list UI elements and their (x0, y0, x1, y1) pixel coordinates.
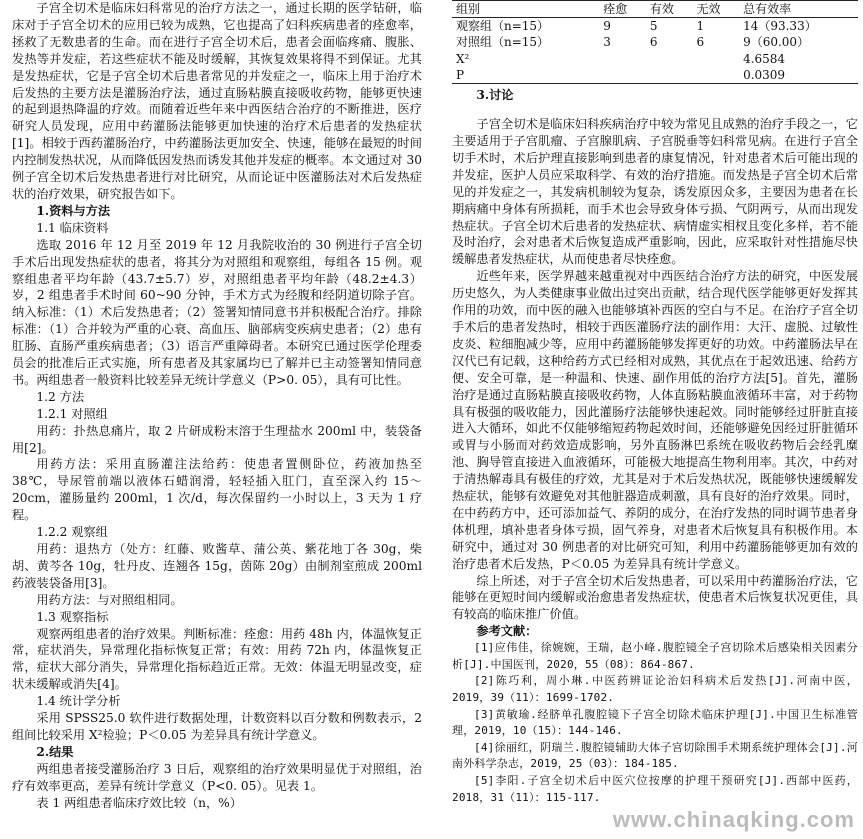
right-column (452, 0, 858, 806)
table-cell (599, 67, 646, 84)
table-row (452, 18, 858, 35)
table-header-row (452, 1, 858, 18)
discussion-paragraph: 近些年来，医学界越来越重视对中西医结合治疗方法的研究，中医发展历史悠久，为人类健康事业做出过突出贡献，结合现代医学能够更好发挥其作用的功效，而中医的融入也能够填补西医的空白与不足。在治疗子宫全切手术后的患者发热时，相较于西医灌肠疗法的副作用：大汗、虚脱、过敏性皮炎、粒细胞减少等，应用中药灌肠能够发挥更好的功效。中药灌肠法早在汉代已有记载，这种给药方式已经相对成熟，其优点在于起效迅速、给药方便、安全可靠，是一种温和、快速、副作用低的治疗方法[5]。首先，灌肠治疗是通过直肠粘膜直接吸收药物，人体直肠粘膜血液循环丰富，对于药物具有极强的吸收能力，因此灌肠疗法能够快速起效。同时能够经过肝脏直接进入大循环，如此不仅能够缩短药物起效时间，还能够避免因经过肝脏循环或胃与小肠而对药效造成影响，另外直肠淋巴系统在吸收药物后会经乳糜池、胸导管直接进入血液循环，可能极大地提高生物利用率。其次，中药对于清热解毒具有极佳的疗效，尤其是对于术后发热状况，既能够快速缓解发热症状，能够有效避免对其他脏器造成刺激，具有良好的治疗效果。同时，在中药药方中，还可添加益气、养阴的成分，在治疗发热的同时调节患者身体机理，填补患者身体亏损，固气养身，对患者术后恢复具有积极作用。本研究中，通过对 30 例患者的对比研究可知，利用中药灌肠能够更加有效的治疗患者术后发热，P＜0.05 为差异具有统计学意义。 (452, 269, 858, 571)
table-cell: 5 (649, 19, 658, 34)
discussion-paragraph: 子宫全切术是临床妇科疾病治疗中较为常见且成熟的治疗手段之一，它主要适用于子宫肌瘤、子宫腺肌病、子宫脱垂等妇科常见病。在进行子宫全切手术时，术后护理直接影响到患者的康复情况，针对患者术后可能出现的并发症，医护人员应采取科学、有效的治疗措施。而发热是子宫全切术后常见的并发症之一，其发病机制较为复杂，诱发原因众多，主要因为患者在长期病痛中身体有所损耗，而手术也会导致身体亏损、气阴两亏，从而出现发热症状。子宫全切术后患者的发热症状、病情虚实相杈且变化多样，若不能及时治疗，会对患者术后恢复造成严重影响，因此，应采取针对性措施尽快缓解患者发热症状，从而使患者尽快痊愈。 (452, 117, 858, 267)
conclusion-paragraph: 综上所述，对于子宫全切术后发热患者，可以采用中药灌肠治疗法，它能够在更短时间内缓解或治愈患者发热症状，使患者术后恢复状况更佳，具有较高的临床推广价值。 (452, 573, 858, 622)
section-1-2-2-heading: 1.2.2 观察组 (36, 525, 108, 540)
table-cell (646, 51, 693, 67)
control-method-paragraph: 用药方法：采用直肠灌注法给药：使患者置侧卧位，药液加热至 38℃，导尿管前端以液体石蜡润滑，轻轻插入肛门，直至深入约 15～20cm，灌肠量约 200ml，1 次/d，每次保留约一小时以上，3 天为 1 疗程。 (12, 457, 422, 523)
table-cell (646, 67, 693, 84)
section-2-heading: 2.结果 (36, 744, 74, 759)
table-cell: 0.0309 (739, 67, 858, 84)
section-1-4-heading: 1.4 统计学分析 (36, 694, 121, 709)
table-cell: 观察组（n=15） (456, 19, 550, 34)
references-heading: 参考文献： (476, 624, 538, 639)
table-cell: 4.6584 (743, 51, 786, 66)
table-row (452, 67, 858, 84)
table-cell (599, 51, 646, 67)
results-paragraph: 两组患者接受灌肠治疗 3 日后，观察组的治疗效果明显优于对照组，治疗有效率更高，差异有统计学意义（P<0. 05）。见表 1。 (12, 761, 422, 793)
section-1-2-heading: 1.2 方法 (36, 389, 85, 404)
table-cell: 9 (603, 19, 611, 34)
reference-item: [1]应伟佳，徐婉婉，王瑞，赵小峰.腹腔镜全子宫切除术后感染相关因素分析[J].中国医刊，2020，55（08）：864-867. (452, 641, 858, 671)
section-3-heading: 3.讨论 (476, 88, 514, 103)
table-caption: 表 1 两组患者临床疗效比较（n，%） (36, 795, 242, 810)
table-cell: 6 (696, 35, 705, 50)
reference-item: [4]徐丽红，阴瑞兰.腹腔镜辅助大体子宫切除围手术期系统护理体会[J].河南外科学杂志，2019，25（03）：184-185. (452, 740, 858, 771)
statistics-paragraph: 采用 SPSS25.0 软件进行数据处理，计数资料以百分数和例数表示，2 组间比较采用 X²检验；P＜0.05 为差异具有统计学意义。 (12, 711, 422, 742)
reference-item: [3]黄敏瑜.经脐单孔腹腔镜下子宫全切除术临床护理[J].中国卫生标准管理，2019，10（15）：144-146. (452, 707, 858, 738)
section-1-3-heading: 1.3 观察指标 (36, 609, 109, 624)
table-header-cell: 组别 (452, 1, 599, 18)
table-header-cell: 无效 (692, 1, 739, 18)
section-1-heading: 1.资料与方法 (36, 203, 111, 218)
table-cell: 6 (649, 35, 658, 50)
table-row (452, 51, 858, 67)
left-column (12, 0, 422, 812)
indicators-paragraph: 观察两组患者的治疗效果。判断标准：痊愈：用药 48h 内，体温恢复正常，症状消失，异常理化指标恢复正常；有效：用药 72h 内，体温恢复正常，症状大部分消失，异常理化指标趋近正常。无效：体温无明显改变，症状未缓解或消失[4]。 (12, 626, 422, 692)
table-cell (692, 51, 739, 67)
table-cell: P (452, 67, 599, 84)
reference-item: [5]李阳.子宫全切术后中医穴位按摩的护理干预研究[J].西部中医药，2018，31（11）：115-117. (452, 773, 858, 804)
reference-item: [2]陈巧利，周小琳.中医药辨证论治妇科病术后发热[J].河南中医，2019，39（11）：1699-1702. (452, 674, 858, 704)
observe-drug-paragraph: 用药：退热方（处方：红藤、败酱草、蒲公英、紫花地丁各 30g，柴胡、黄芩各 10g，牡丹皮、连翘各 15g，茵陈 20g）由制剂室煎成 200ml 药液装袋备用[3]。 (12, 542, 422, 590)
table-cell (692, 67, 739, 84)
intro-paragraph: 子宫全切术是临床妇科常见的治疗方法之一，通过长期的医学钻研，临床对于子宫全切术的应用已较为成熟，它也提高了妇科疾病患者的痊愈率，拯救了无数患者的生命。而在进行子宫全切术后，患者会面临疼痛、腹胀、发热等并发症，若这些症状不能及时缓解，其恢复效果将得不到保证。尤其是发热症状，它是子宫全切术后患者常见的并发症之一，临床上用于治疗术后发热的主要方法是灌肠治疗法，通过直肠粘膜直接吸收药物，能够更快速的起到退热降温的疗效。而随着近些年来中西医结合治疗的不断推进，医疗研究人员发现，应用中药灌肠法能够更加快速的治疗术后患者的发热症状[1]。相较于西药灌肠治疗，中药灌肠法更加安全、快速，能够在最短的时间内控制发热状况，从而降低因发热而诱发其他并发症的概率。本文通过对 30 例子宫全切术后发热患者进行对比研究，从而论证中医灌肠法对术后发热症状的治疗效果，研究报告如下。 (12, 1, 422, 201)
table-cell: 14（93.33） (743, 19, 817, 34)
table-header-cell: 有效 (646, 1, 693, 18)
table-cell: 3 (603, 35, 611, 50)
efficacy-table (452, 0, 858, 84)
table-header-cell: 总有效率 (739, 1, 858, 18)
section-1-1-heading: 1.1 临床资料 (36, 220, 109, 235)
table-cell: X² (456, 51, 470, 66)
table-cell: 1 (696, 19, 705, 34)
clinical-data-paragraph: 选取 2016 年 12 月至 2019 年 12 月我院收治的 30 例进行子宫全切手术后出现发热症状的患者，将其分为对照组和观察组，每组各 15 例。观察组患者平均年龄（43.7±5.7）岁，对照组患者平均年龄（48.2±4.3）岁，2 组患者手术时间 60~90 分钟，手术方式为经腹和经阴道切除子宫。纳入标准：（1）术后发热患者；（2）签署知情同意书并积极配合治疗。排除标准：（1）合并较为严重的心衰、高血压、脑部病变疾病史患者；（2）患有肛肠、直肠严重疾病患者；（3）语言严重障碍者。本研究已通过医学伦理委员会的批准后正式实施，所有患者及其家属均已了解并已主动签署知情同意书。两组患者一般资料比较差异无统计学意义（P>0. 05），具有可比性。 (12, 237, 422, 387)
table-row (452, 34, 858, 50)
section-1-2-1-heading: 1.2.1 对照组 (36, 406, 108, 421)
observe-method-paragraph: 用药方法：与对照组相同。 (36, 592, 183, 607)
table-cell: 对照组（n=15） (456, 35, 550, 50)
control-drug-paragraph: 用药：扑热息痛片，取 2 片研成粉末溶于生理盐水 200ml 中，装袋备用[2]。 (12, 423, 422, 455)
watermark: www.chinaqking.com (612, 807, 855, 832)
table-header-cell: 痊愈 (599, 1, 646, 18)
table-cell: 9（60.00） (743, 35, 810, 50)
